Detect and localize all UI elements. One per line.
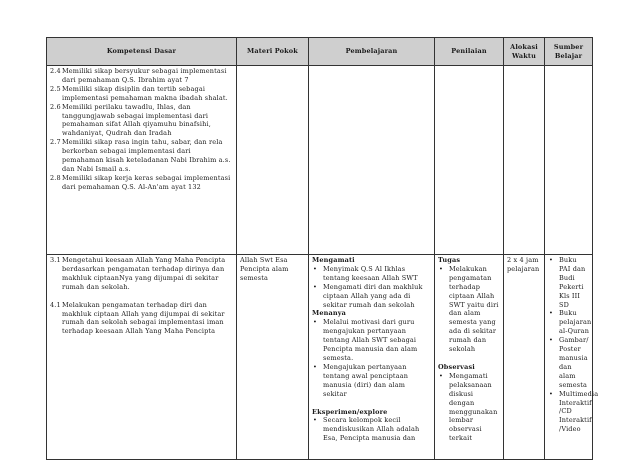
bullet-icon: •	[549, 389, 553, 398]
pembelajaran-cell	[309, 66, 435, 255]
kd-text: Memiliki perilaku tawadlu, Ihlas, dan tanggungjawab sebagai implementasi dari pemahaman sifat Allah qiyamuhu binafsihi, wahdaniyat, Qudrah dan Iradah	[62, 102, 211, 138]
kd-text: Melakukan pengamatan terhadap diri dan makhluk ciptaan Allah yang dijumpai di sekitar rumah dan sekolah sebagai implementasi iman terhadap keesaan Allah Yang Maha Pencipta	[62, 300, 225, 336]
materi-cell	[237, 255, 309, 460]
alokasi-cell	[504, 66, 545, 255]
bullet-icon: •	[313, 318, 317, 327]
header-penilaian: Penilaian	[435, 38, 504, 66]
kd-text: Memiliki sikap bersyukur sebagai implementasi dari pemahaman Q.S. Ibrahim ayat 7	[62, 67, 227, 84]
eksperimen-list	[312, 416, 431, 443]
bullet-icon: •	[313, 362, 317, 371]
kd-number: 3.1	[50, 256, 61, 264]
table-row	[47, 66, 593, 255]
bullet-icon: •	[549, 256, 553, 264]
eksperimen-heading: Eksperimen/explore	[312, 407, 388, 416]
materi-text: Allah Swt Esa Pencipta alam semesta	[240, 256, 289, 282]
menanya-heading: Menanya	[312, 309, 347, 318]
kd-cell	[47, 255, 237, 460]
kd-text: Memiliki sikap kerja keras sebagai implementasi dari pemahaman Q.S. Al-An'am ayat 132	[62, 173, 231, 191]
list-item: • Secara kelompok kecil mendiskusikan Allah adalah Esa, Pencipta manusia dan	[313, 416, 420, 443]
list-item: • Mengamati pelaksanaan diskusi dengan menggunakan lembar observasi terkait	[439, 371, 498, 443]
bullet-icon: •	[313, 282, 317, 291]
tugas-list	[438, 265, 500, 354]
header-materi-pokok: Materi Pokok	[237, 38, 309, 66]
alokasi-text: 2 x 4 jam pelajaran	[507, 256, 540, 273]
list-item: • Gambar/ Poster manusia dan alam semesta	[549, 336, 589, 389]
bullet-icon: •	[313, 416, 317, 425]
kd-cell	[47, 66, 237, 255]
header-alokasi-waktu: Alokasi Waktu	[504, 38, 545, 66]
list-item: • Melalui motivasi dari guru mengajukan pertanyaan tentang Allah SWT sebagai Pencipta manusia dan alam semesta.	[313, 318, 418, 362]
list-item: • Mengajukan pertanyaan tentang awal penciptaan manusia (diri) dan alam sekitar	[313, 362, 409, 398]
penilaian-cell	[435, 255, 504, 460]
kd-item	[50, 138, 233, 174]
bullet-icon: •	[313, 264, 317, 273]
materi-cell	[237, 66, 309, 255]
bullet-icon: •	[549, 309, 553, 318]
menanya-list	[312, 318, 431, 398]
mengamati-list	[312, 265, 431, 310]
kd-number: 2.4	[50, 67, 61, 75]
list-item: • Buku PAI dan Budi Pekerti Kls III SD	[549, 256, 586, 309]
kd-item	[50, 67, 233, 85]
list-item: • Buku pelajaran al-Quran	[549, 309, 592, 336]
penilaian-cell	[435, 66, 504, 255]
kd-item	[50, 256, 233, 292]
header-pembelajaran: Pembelajaran	[309, 38, 435, 66]
header-row	[47, 38, 593, 66]
observasi-heading: Observasi	[438, 362, 475, 371]
tugas-heading: Tugas	[438, 256, 461, 264]
sumber-list	[548, 256, 599, 434]
kd-item	[50, 85, 233, 103]
header-kompetensi-dasar: Kompetensi Dasar	[47, 38, 237, 66]
header-sumber-belajar: Sumber Belajar	[545, 38, 593, 66]
bullet-icon: •	[549, 336, 553, 345]
observasi-list	[438, 372, 500, 443]
bullet-icon: •	[439, 371, 443, 380]
kd-item	[50, 301, 233, 337]
pembelajaran-cell	[309, 255, 435, 460]
alokasi-cell	[504, 255, 545, 460]
mengamati-heading: Mengamati	[312, 256, 355, 264]
list-item: • Multimedia Interaktif /CD Interaktif /Video	[549, 389, 599, 434]
kd-number: 2.7	[50, 138, 61, 147]
table-row	[47, 255, 593, 460]
bullet-icon: •	[439, 264, 443, 273]
kd-item	[50, 103, 233, 139]
kd-number: 2.5	[50, 84, 61, 93]
syllabus-table	[46, 37, 599, 460]
kd-text: Memiliki sikap disiplin dan tertib sebagai implementasi pemahaman makna ibadah shalat.	[62, 84, 228, 102]
list-item: • Menyimak Q.S Al Ikhlas tentang keesaan Allah SWT	[313, 264, 418, 282]
list-item: • Melakukan pengamatan terhadap ciptaan Allah SWT yaitu diri dan alam semesta yang ada di sekitar rumah dan sekolah	[439, 264, 499, 354]
sumber-cell	[545, 66, 593, 255]
kd-number: 4.1	[50, 300, 61, 309]
kd-number: 2.8	[50, 173, 61, 182]
list-item: • Mengamati diri dan makhluk ciptaan Allah yang ada di sekitar rumah dan sekolah	[313, 282, 423, 309]
sumber-cell	[545, 255, 599, 460]
kd-number: 2.6	[50, 102, 61, 111]
kd-text: Memiliki sikap rasa ingin tahu, sabar, dan rela berkorban sebagai implementasi dari pemahaman kisah keteladanan Nabi Ibrahim a.s. dan Nabi Ismail a.s.	[62, 138, 231, 173]
kd-text: Mengetahui keesaan Allah Yang Maha Pencipta berdasarkan pengamatan terhadap dirinya dan makhluk ciptaanNya yang dijumpai di sekitar rumah dan sekolah.	[62, 256, 226, 291]
kd-item	[50, 174, 233, 192]
